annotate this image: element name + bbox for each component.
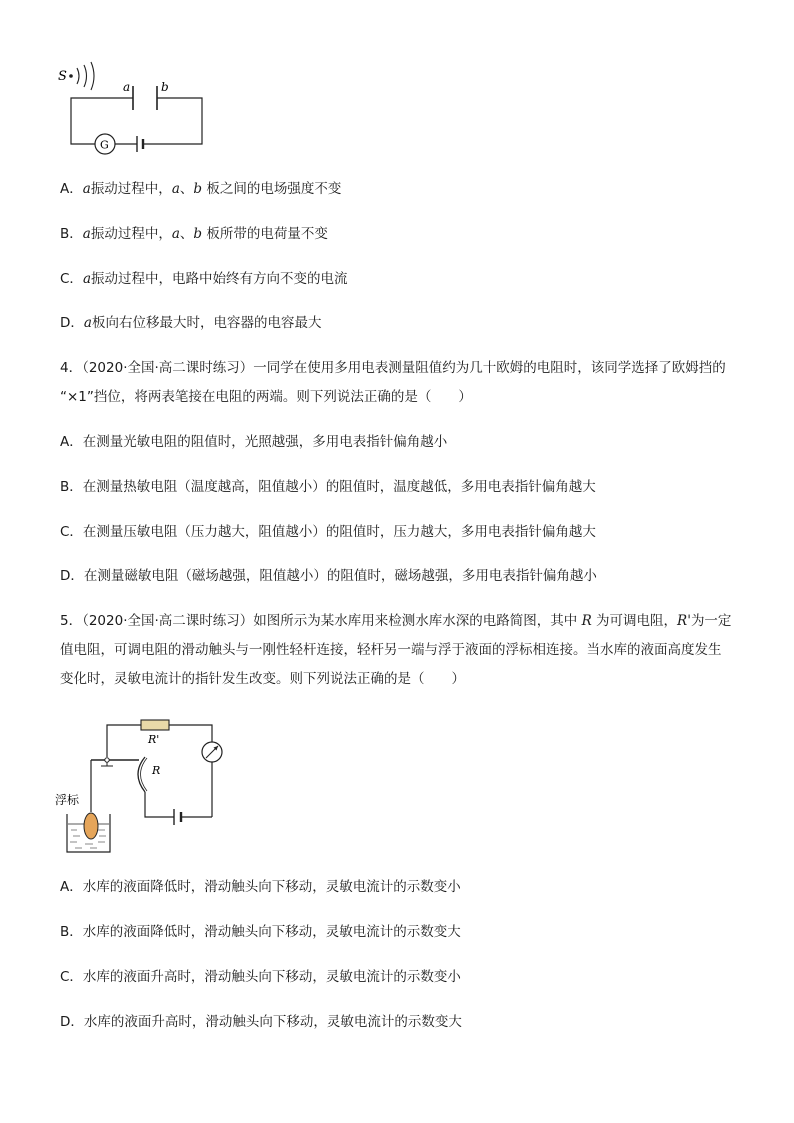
q5-option-a: A．水库的液面降低时，滑动触头向下移动，灵敏电流计的示数变小 <box>60 879 461 895</box>
q3-option-b <box>60 225 328 243</box>
variable-a: a <box>171 226 180 242</box>
float-label: 浮标 <box>55 793 80 807</box>
sound-source-dot <box>69 74 73 78</box>
option-letter: A． <box>60 181 83 197</box>
stem-text: 为一定 <box>690 613 732 629</box>
option-letter: C． <box>60 271 83 287</box>
option-text: 振动过程中， <box>90 226 172 242</box>
q4-stem-line1: 4．（2020·全国·高二课时练习）一同学在使用多用电表测量阻值约为几十欧姆的电阻时，该同学选择了欧姆挡的 <box>60 360 726 376</box>
sound-wave-icon <box>84 65 87 87</box>
fixed-resistor <box>141 720 169 730</box>
option-text: 板之间的电场强度不变 <box>202 181 342 197</box>
variable-r: R <box>581 613 592 629</box>
plate-a-label: a <box>123 80 131 94</box>
q3-option-c <box>60 270 348 288</box>
capacitor-circuit-figure <box>55 58 215 163</box>
variable-a: a <box>82 271 91 287</box>
q4-option-d: D．在测量磁敏电阻（磁场越强，阻值越小）的阻值时，磁场越强，多用电表指针偏角越小 <box>60 568 597 584</box>
galvanometer-label: G <box>100 138 109 152</box>
variable-a: a <box>83 315 92 331</box>
option-letter: D． <box>60 315 84 331</box>
water-level-circuit-figure <box>55 712 225 857</box>
option-text: 板向右位移最大时，电容器的电容最大 <box>91 315 322 331</box>
option-text: 振动过程中，电路中始终有方向不变的电流 <box>91 271 348 287</box>
sound-wave-icon <box>77 68 79 84</box>
variable-a: a <box>82 226 91 242</box>
plate-b-label: b <box>161 80 169 94</box>
option-text: 板所带的电荷量不变 <box>202 226 328 242</box>
variable-a: a <box>171 181 180 197</box>
float-buoy <box>84 813 98 839</box>
q5-option-d: D．水库的液面升高时，滑动触头向下移动，灵敏电流计的示数变大 <box>60 1014 462 1030</box>
q4-stem-line2: “×1”挡位，将两表笔接在电阻的两端。则下列说法正确的是（ ） <box>60 389 472 405</box>
variable-resistor-label: R <box>152 764 161 777</box>
q4-option-a: A．在测量光敏电阻的阻值时，光照越强，多用电表指针偏角越小 <box>60 434 448 450</box>
separator: 、 <box>179 226 194 242</box>
q5-option-b: B．水库的液面降低时，滑动触头向下移动，灵敏电流计的示数变大 <box>60 924 461 940</box>
option-text: 振动过程中， <box>90 181 172 197</box>
variable-b: b <box>193 181 203 197</box>
fixed-resistor-label: R' <box>148 733 160 746</box>
pivot-icon <box>105 758 109 762</box>
option-letter: B． <box>60 226 83 242</box>
variable-a: a <box>82 181 91 197</box>
sound-wave-icon <box>91 62 94 90</box>
variable-b: b <box>193 226 203 242</box>
q5-stem-line3: 变化时，灵敏电流计的指针发生改变。则下列说法正确的是（ ） <box>60 671 465 687</box>
stem-text: 为可调电阻， <box>591 613 678 629</box>
q4-option-b: B．在测量热敏电阻（温度越高，阻值越小）的阻值时，温度越低，多用电表指针偏角越大 <box>60 479 596 495</box>
q5-option-c: C．水库的液面升高时，滑动触头向下移动，灵敏电流计的示数变小 <box>60 969 461 985</box>
q3-option-a <box>60 180 341 198</box>
q5-stem-line2: 值电阻，可调电阻的滑动触头与一刚性轻杆连接，轻杆另一端与浮于液面的浮标相连接。当水库的液面高度发生 <box>60 642 722 658</box>
stem-text: 5．（2020·全国·高二课时练习）如图所示为某水库用来检测水库水深的电路简图，其中 <box>60 613 582 629</box>
separator: 、 <box>179 181 194 197</box>
sound-source-label: S <box>58 69 67 84</box>
q5-stem-line1 <box>60 612 731 630</box>
q3-option-d <box>60 314 321 332</box>
variable-r-prime: R' <box>677 613 691 629</box>
q4-option-c: C．在测量压敏电阻（压力越大，阻值越小）的阻值时，压力越大，多用电表指针偏角越大 <box>60 524 596 540</box>
